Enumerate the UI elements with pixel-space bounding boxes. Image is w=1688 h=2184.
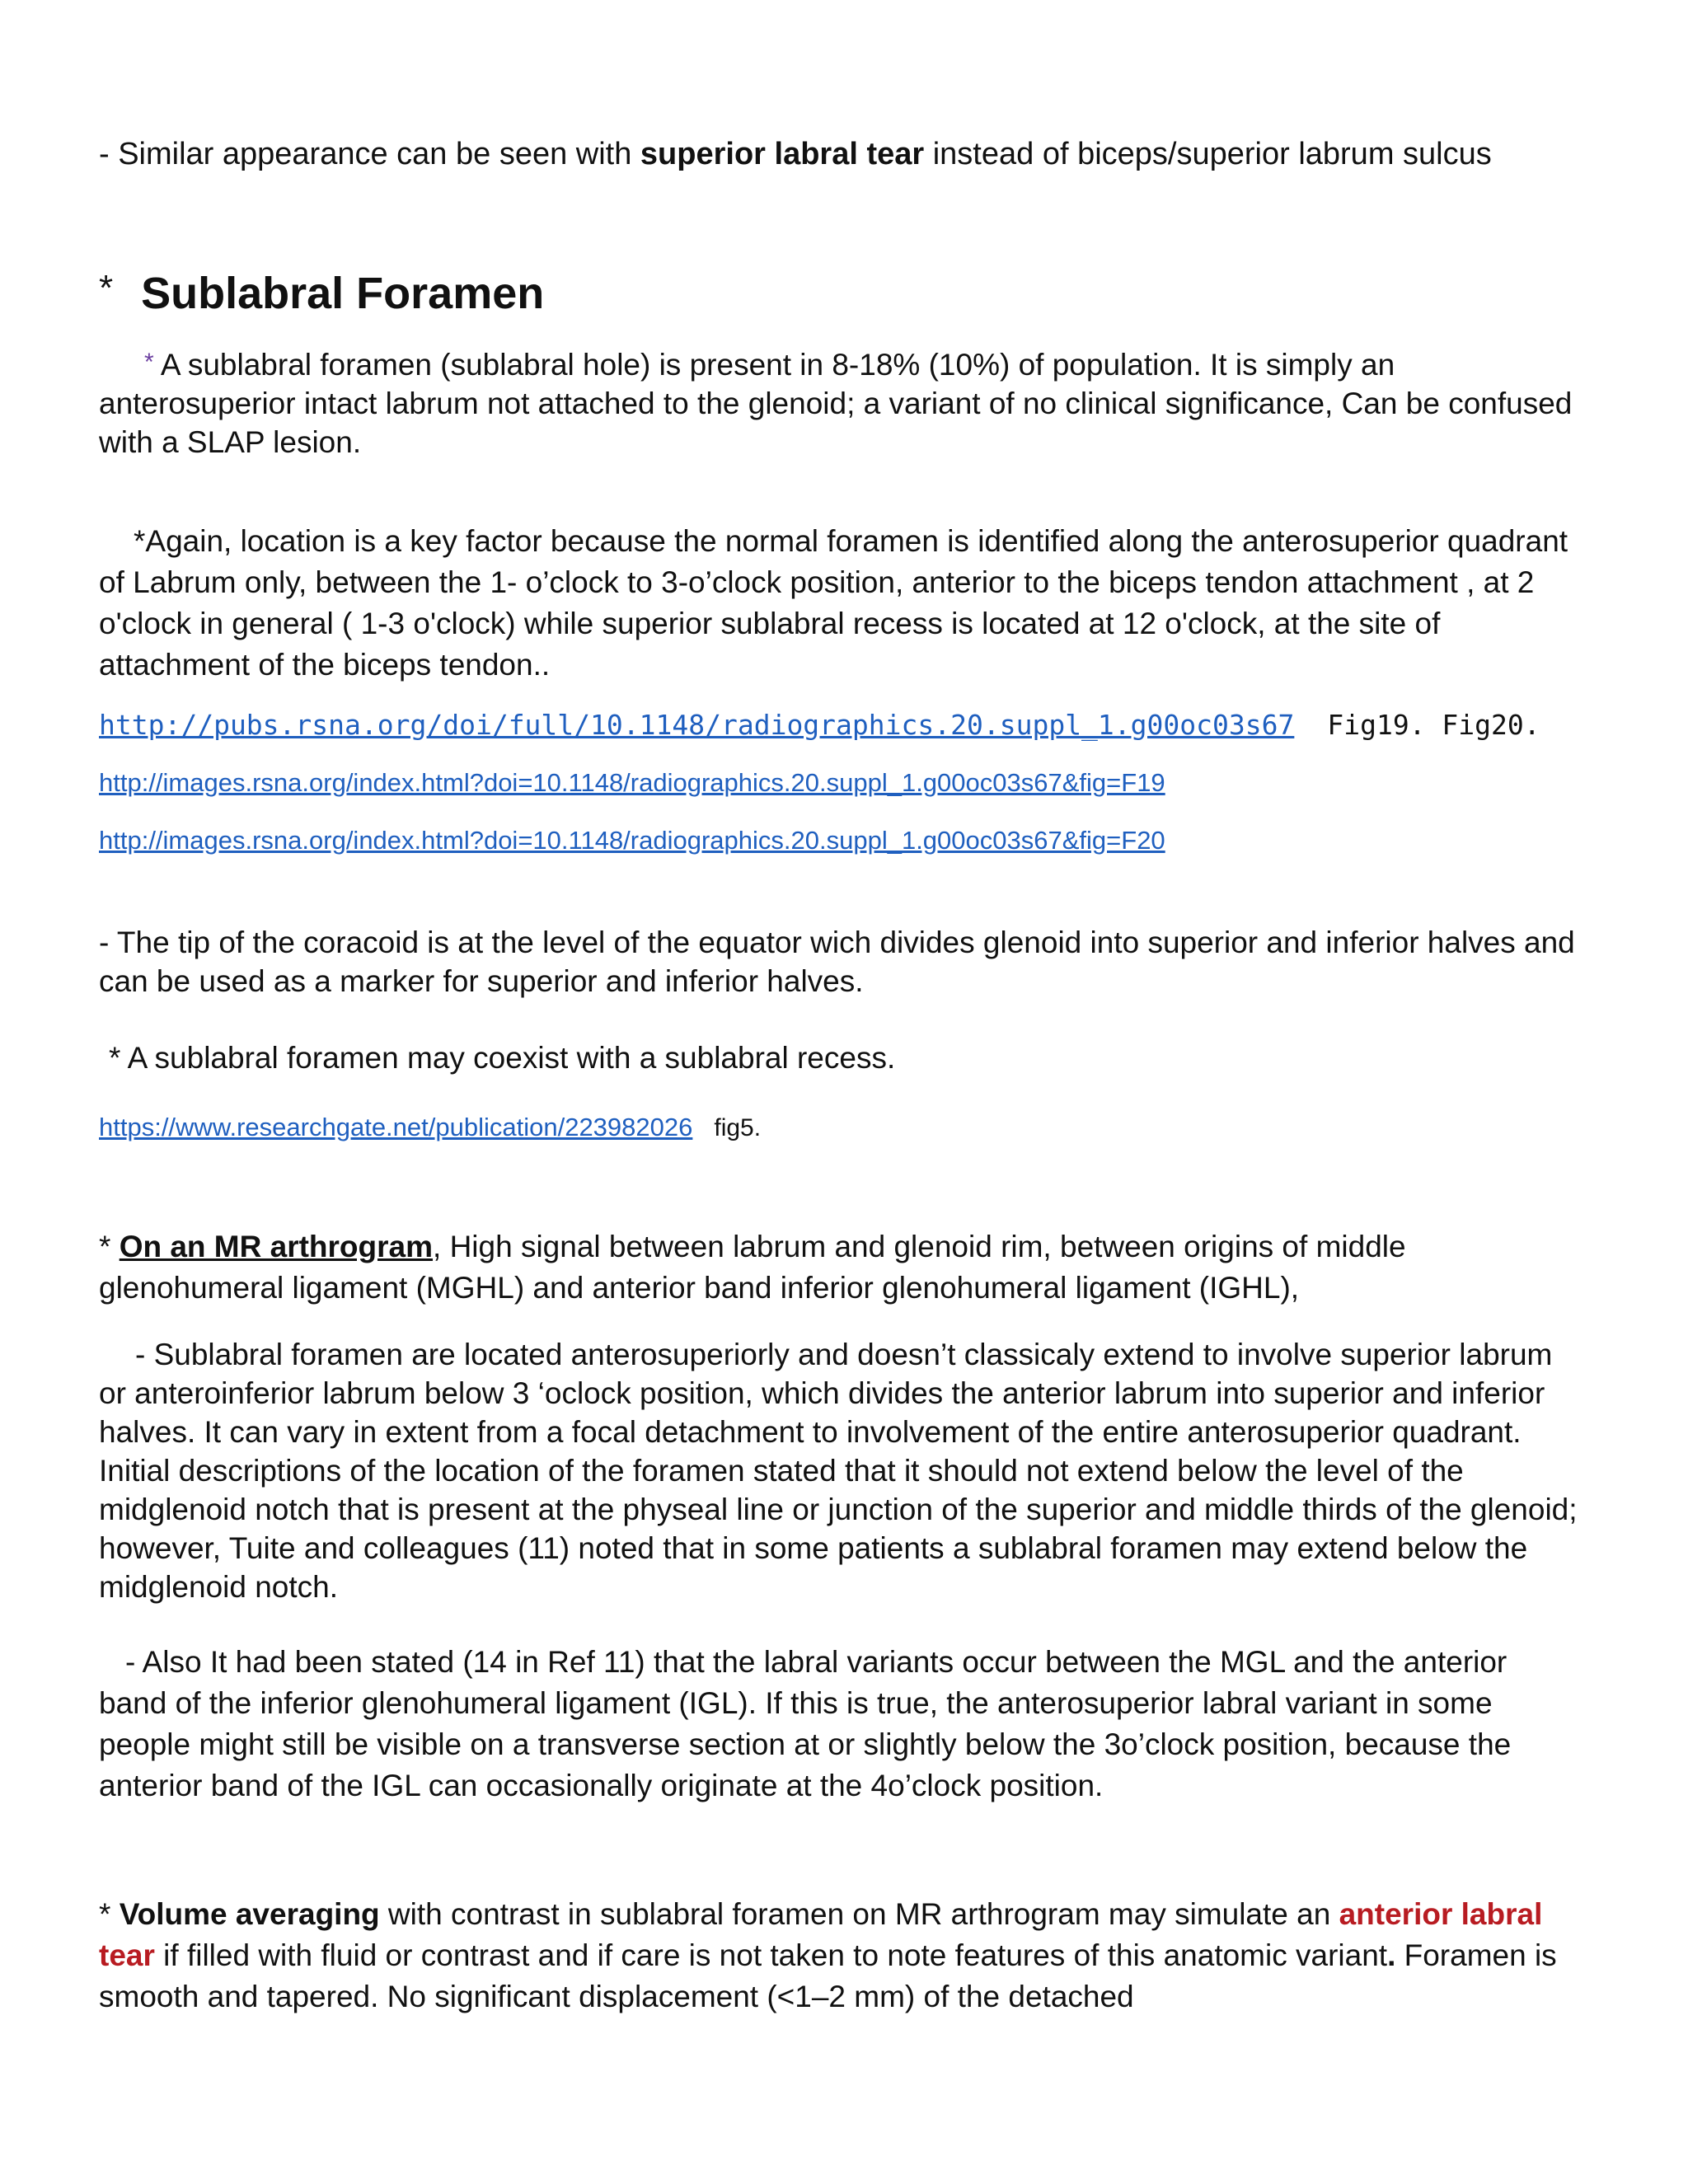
mr-arthrogram-heading: On an MR arthrogram [119,1230,434,1263]
location-text: *Again, location is a key factor because the normal foramen is identified along the anterosuperior quadrant of Labrum only, between the 1- o’clock to 3-o’clock position, anterior to the biceps tendon attachment , at 2 o'clock in general ( 1-3 o'clock) while superior sublabral recess is located at 12 o'clock, at the site of attachment of the biceps tendon.. [99,524,1568,682]
rsna-link-row-2 [99,766,1165,799]
paragraph-volume-averaging [99,1894,1582,2018]
rsna-links [99,707,1582,855]
coracoid-text: - The tip of the coracoid is at the level of the equator wich divides glenoid into superior and inferior halves and can be used as a marker for superior and inferior halves. [99,926,1575,998]
purple-asterisk: * [144,349,154,376]
researchgate-row [99,1111,1582,1144]
paragraph-coexist [99,1038,1582,1077]
volume-star: * [99,1897,120,1931]
heading-bullet: * [99,268,114,308]
paragraph-location [99,521,1582,686]
foramen-extent-text: - Sublabral foramen are located anterosuperiorly and doesn’t classicaly extend to involve superior labrum or anteroinferior labrum below 3 ‘oclock position, which divides the anterior labrum into superior and inferior halves. It can vary in extent from a focal detachment to involvement of the entire anterosuperior quadrant. Initial descriptions of the location of the foramen stated that it should not extend below the level of the midglenoid notch that is present at the physeal line or junction of the superior and middle thirds of the glenoid; however, Tuite and colleagues (11) noted that in some patients a sublabral foramen may extend below the midglenoid notch. [99,1338,1578,1604]
volume-text-2: if filled with fluid or contrast and if care is not taken to note features of this anatomic variant [154,1938,1388,1972]
paragraph-labral-variants [99,1642,1582,1807]
section-title: Sublabral Foramen [141,269,545,318]
intro-prefix: - Similar appearance can be seen with [99,137,640,171]
prevalence-text: A sublabral foramen (sublabral hole) is present in 8-18% (10%) of population. It is simply an anterosuperior intact labrum not attached to the glenoid; a variant of no clinical significance, Can be confused with a SLAP lesion. [99,348,1573,459]
rsna-link-row-3 [99,824,1165,857]
intro-suffix: instead of biceps/superior labrum sulcus [924,137,1492,171]
rsna-fig20-link[interactable]: http://images.rsna.org/index.html?doi=10.1148/radiographics.20.suppl_1.g00oc03s67&fig=F20 [99,826,1165,855]
bold-period: . [1387,1938,1396,1972]
section-heading [99,262,1582,320]
rsna-doi-link[interactable]: http://pubs.rsna.org/doi/full/10.1148/radiographics.20.suppl_1.g00oc03s67 [99,709,1295,741]
paragraph-coracoid [99,923,1582,1001]
paragraph-foramen-extent [99,1335,1582,1606]
labral-variants-text: - Also It had been stated (14 in Ref 11) that the labral variants occur between the MGL and the anterior band of the inferior glenohumeral ligament (IGL). If this is true, the anterosuperior labral variant in some people might still be visible on a transverse section at or slightly below the 3o’clock position, because the anterior band of the IGL can occasionally originate at the 4o’clock position. [99,1645,1512,1802]
mr-star: * [99,1230,120,1263]
researchgate-link[interactable]: https://www.researchgate.net/publication/223982026 [99,1113,693,1141]
paragraph-prevalence [99,343,1582,462]
paragraph-mr-arthrogram [99,1226,1582,1309]
intro-bold: superior labral tear [640,137,925,171]
volume-text-1: with contrast in sublabral foramen on MR arthrogram may simulate an [379,1897,1339,1931]
volume-averaging-bold: Volume averaging [119,1897,380,1931]
volume-text-3: Foramen is smooth and tapered. No significant displacement (<1–2 mm) of the detached [99,1938,1557,2013]
figure-note: Fig19. Fig20. [1327,709,1540,741]
rsna-fig19-link[interactable]: http://images.rsna.org/index.html?doi=10.1148/radiographics.20.suppl_1.g00oc03s67&fig=F19 [99,768,1165,797]
coexist-text: * A sublabral foramen may coexist with a sublabral recess. [109,1041,896,1075]
mr-arthrogram-text: , High signal between labrum and glenoid rim, between origins of middle glenohumeral ligament (MGHL) and anterior band inferior glenohumeral ligament (IGHL), [99,1230,1406,1305]
fig5-note: fig5. [714,1114,762,1141]
intro-paragraph [99,135,1582,174]
anterior-labral-tear-highlight: anterior labral tear [99,1897,1543,1972]
rsna-link-row-1 [99,707,1582,743]
